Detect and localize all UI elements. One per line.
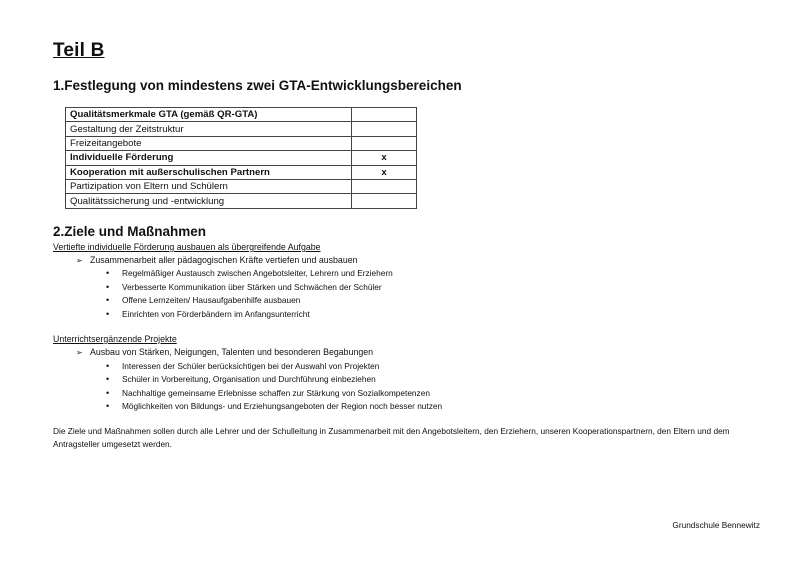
table-cell-label: Individuelle Förderung [66, 151, 352, 165]
table-cell-mark [352, 136, 417, 150]
bullet-list-item: • Möglichkeiten von Bildungs- und Erziehungsangeboten der Region noch besser nutzen [106, 401, 443, 411]
table-row [66, 165, 417, 179]
bullet-icon: • [106, 361, 110, 371]
bullet-list-item: • Offene Lernzeiten/ Hausaufgabenhilfe ausbauen [106, 295, 301, 305]
bullet-list-item: • Verbesserte Kommunikation über Stärken und Schwächen der Schüler [106, 282, 382, 292]
section2-heading: 2.Ziele und Maßnahmen [53, 224, 207, 239]
closing-paragraph: Die Ziele und Maßnahmen sollen durch alle Lehrer und der Schulleitung in Zusammenarbeit mit den Angebotsleitern, den Erziehern, unseren Kooperationspartnern, den Eltern und dem Antragsteller umgesetzt werden. [53, 426, 730, 449]
footer-school-name: Grundschule Bennewitz [672, 520, 760, 530]
arrow-bullet-icon: ➢ [76, 348, 83, 357]
bullet-list-item: • Nachhaltige gemeinsame Erlebnisse schaffen zur Stärkung von Sozialkompetenzen [106, 388, 430, 398]
subheading: Vertiefte individuelle Förderung ausbauen als übergreifende Aufgabe [53, 242, 321, 252]
table-row [66, 122, 417, 136]
bullet-icon: • [106, 268, 110, 278]
table-cell-mark: x [352, 151, 417, 165]
table-row [66, 151, 417, 165]
section1-heading: 1.Festlegung von mindestens zwei GTA-Entwicklungsbereichen [53, 78, 462, 93]
table-cell-label: Kooperation mit außerschulischen Partnern [66, 165, 352, 179]
quality-criteria-table [65, 107, 417, 209]
table-cell-mark [352, 122, 417, 136]
table-cell-mark [352, 108, 417, 122]
bullet-list-item: • Regelmäßiger Austausch zwischen Angebotsleiter, Lehrern und Erziehern [106, 268, 393, 278]
bullet-list-item: • Schüler in Vorbereitung, Organisation und Durchführung einbeziehen [106, 374, 376, 384]
subheading: Unterrichtsergänzende Projekte [53, 334, 177, 344]
arrow-list-item: ➢ Ausbau von Stärken, Neigungen, Talenten und besonderen Begabungen [76, 347, 374, 357]
bullet-list-item: • Interessen der Schüler berücksichtigen bei der Auswahl von Projekten [106, 361, 380, 371]
bullet-icon: • [106, 388, 110, 398]
table-cell-label: Qualitätsmerkmale GTA (gemäß QR-GTA) [66, 108, 352, 122]
table-cell-label: Qualitätssicherung und -entwicklung [66, 194, 352, 208]
page-title: Teil B [53, 40, 105, 61]
bullet-icon: • [106, 374, 110, 384]
arrow-bullet-icon: ➢ [76, 256, 83, 265]
bullet-icon: • [106, 309, 110, 319]
table-cell-label: Freizeitangebote [66, 136, 352, 150]
table-cell-label: Gestaltung der Zeitstruktur [66, 122, 352, 136]
bullet-list-item: • Einrichten von Förderbändern im Anfangsunterricht [106, 309, 310, 319]
table-cell-mark [352, 179, 417, 193]
table-cell-mark: x [352, 165, 417, 179]
arrow-list-item: ➢ Zusammenarbeit aller pädagogischen Kräfte vertiefen und ausbauen [76, 255, 358, 265]
bullet-icon: • [106, 295, 110, 305]
table-row [66, 194, 417, 208]
table-cell-mark [352, 194, 417, 208]
bullet-icon: • [106, 401, 110, 411]
table-row [66, 136, 417, 150]
table-row [66, 108, 417, 122]
table-row [66, 179, 417, 193]
bullet-icon: • [106, 282, 110, 292]
table-cell-label: Partizipation von Eltern und Schülern [66, 179, 352, 193]
